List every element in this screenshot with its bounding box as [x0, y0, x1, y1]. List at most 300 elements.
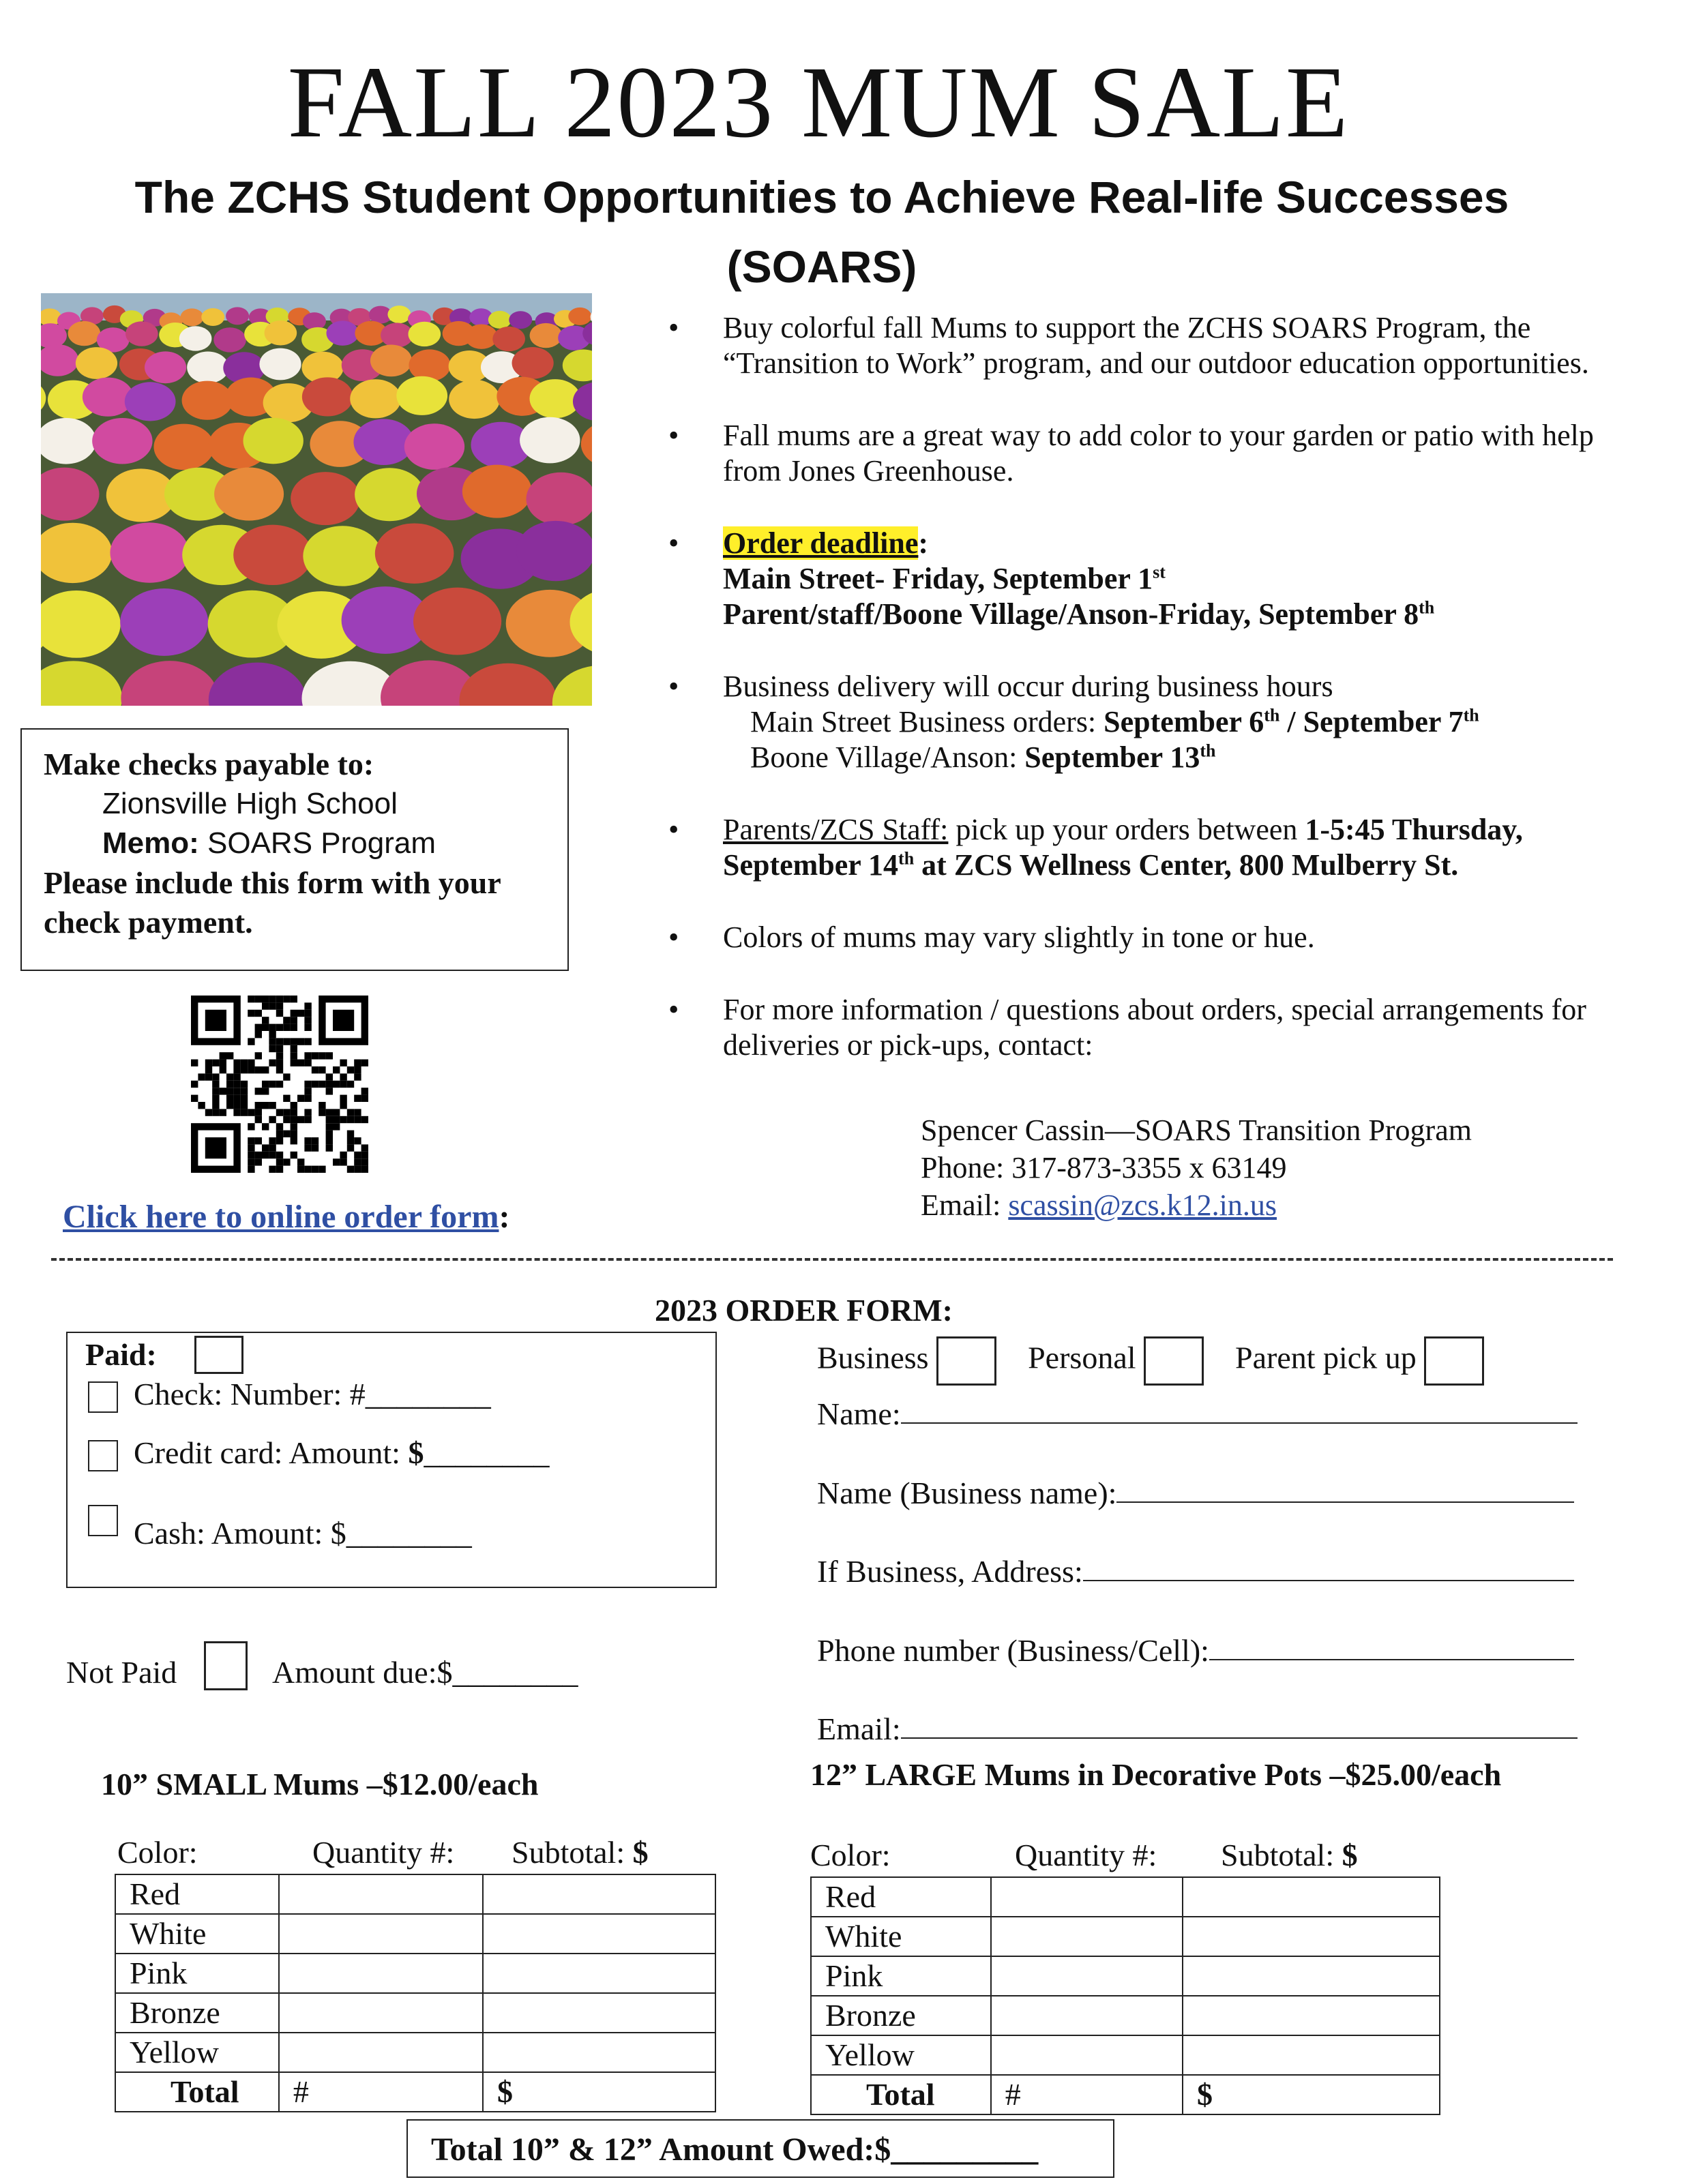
business-name-label: Name (Business name):	[817, 1476, 1117, 1510]
qr-module	[361, 1116, 368, 1123]
credit-checkbox[interactable]	[88, 1440, 118, 1471]
qr-module	[233, 1095, 240, 1102]
qr-module	[361, 1158, 368, 1165]
total-label: Total	[811, 2075, 991, 2114]
paid-label: Paid:	[85, 1337, 157, 1372]
quantity-cell[interactable]	[991, 1996, 1183, 2035]
qr-module	[312, 1052, 319, 1059]
link-colon: :	[499, 1199, 510, 1235]
phone-input[interactable]	[1209, 1632, 1574, 1660]
qr-module	[319, 1109, 325, 1116]
qr-module	[241, 1081, 248, 1088]
qr-module	[191, 1081, 198, 1088]
qr-module	[220, 1060, 226, 1066]
quantity-cell[interactable]	[279, 1874, 483, 1914]
qr-module	[326, 1109, 333, 1116]
mum-plant-shape	[516, 521, 592, 581]
color-cell: White	[811, 1917, 991, 1956]
table-row	[115, 1954, 715, 1993]
mum-plant-shape	[303, 526, 382, 586]
phone-label: Phone number (Business/Cell):	[817, 1633, 1209, 1668]
qr-module	[283, 1158, 290, 1165]
total-subtotal-cell[interactable]: $	[483, 2072, 715, 2112]
qr-module	[354, 1116, 361, 1123]
qr-module	[276, 996, 283, 1002]
color-cell: Pink	[811, 1956, 991, 1996]
mum-plant-shape	[449, 380, 500, 419]
name-input[interactable]	[901, 1395, 1578, 1424]
mum-plant-shape	[110, 522, 189, 582]
mum-plant-shape	[568, 308, 591, 325]
color-cell: Yellow	[115, 2033, 279, 2072]
qr-module	[340, 1102, 346, 1109]
qr-module	[283, 1109, 290, 1116]
qr-module	[304, 1116, 311, 1123]
large-mums-title: 12” LARGE Mums in Decorative Pots –$25.00/each	[810, 1757, 1502, 1792]
check-label: Check: Number: #________	[134, 1377, 491, 1411]
color-cell: Pink	[115, 1954, 279, 1993]
qr-module	[226, 1081, 233, 1088]
cash-label: Cash: Amount: $________	[134, 1516, 472, 1551]
mum-plant-shape	[512, 347, 554, 379]
qr-module	[269, 1144, 276, 1151]
order-deadline-label: Order deadline	[723, 526, 919, 560]
qr-module	[212, 1088, 219, 1094]
small-col-subtotal	[512, 1834, 649, 1870]
cash-checkbox[interactable]	[88, 1505, 118, 1536]
business-checkbox[interactable]	[936, 1336, 996, 1386]
pickup-text: pick up your orders between	[948, 813, 1305, 846]
address-input[interactable]	[1083, 1553, 1574, 1581]
qr-module	[191, 1095, 198, 1102]
bullet-dot	[668, 526, 679, 561]
mum-plant-shape	[413, 588, 501, 655]
qr-module	[269, 1081, 276, 1088]
qr-module	[340, 1081, 346, 1088]
table-row	[811, 2035, 1440, 2075]
ordinal: th	[1463, 705, 1479, 725]
mum-plant-shape	[530, 323, 563, 348]
large-col-color: Color:	[810, 1838, 891, 1872]
pickup-label: Parents/ZCS Staff:	[723, 813, 949, 846]
amount-due-label: Amount due:$________	[272, 1655, 578, 1690]
contact-info	[921, 1111, 1472, 1224]
qr-module	[347, 1109, 354, 1116]
qr-module	[319, 1052, 325, 1059]
quantity-cell[interactable]	[279, 1954, 483, 1993]
mum-plant-shape	[302, 377, 353, 416]
bullet-dot	[668, 812, 679, 848]
qr-module	[297, 1116, 304, 1123]
mum-plant-shape	[381, 323, 413, 347]
qr-module	[326, 1116, 333, 1123]
qr-module	[248, 1123, 254, 1130]
mum-plant-shape	[488, 311, 512, 329]
qr-module	[347, 1066, 354, 1073]
qr-module	[248, 1166, 254, 1173]
qr-module	[226, 1102, 233, 1109]
qr-module	[304, 1137, 311, 1144]
qr-module	[347, 1081, 354, 1088]
credit-dollar: $	[408, 1435, 424, 1470]
qr-module	[226, 1095, 233, 1102]
qr-module	[291, 1010, 297, 1017]
qr-module	[354, 1166, 361, 1173]
mum-plant-shape	[509, 311, 532, 329]
quantity-cell[interactable]	[991, 1877, 1183, 1917]
qr-module	[347, 1144, 354, 1151]
order-form-title: 2023 ORDER FORM:	[655, 1293, 953, 1328]
qr-module	[255, 1158, 262, 1165]
qr-module	[255, 1066, 262, 1073]
bullet-colors	[668, 920, 1650, 955]
qr-module	[276, 1045, 283, 1052]
qr-module	[304, 1166, 311, 1173]
quantity-cell[interactable]	[991, 2035, 1183, 2075]
qr-module	[340, 1152, 346, 1158]
qr-module	[291, 1137, 297, 1144]
personal-label: Personal	[1028, 1340, 1136, 1375]
qr-module	[326, 1052, 333, 1059]
qr-module	[297, 1010, 304, 1017]
quantity-cell[interactable]	[279, 1914, 483, 1954]
color-cell: Red	[811, 1877, 991, 1917]
parent-pickup-checkbox[interactable]	[1424, 1336, 1484, 1386]
qr-module	[269, 1060, 276, 1066]
quantity-cell[interactable]	[991, 1956, 1183, 1996]
qr-module	[297, 1166, 304, 1173]
qr-module	[212, 1102, 219, 1109]
email-label: Email:	[921, 1188, 1009, 1222]
qr-module	[248, 1137, 254, 1144]
mum-plant-shape	[462, 465, 532, 518]
qr-module	[276, 1010, 283, 1017]
mum-plant-shape	[120, 588, 208, 656]
table-row	[811, 1917, 1440, 1956]
qr-module	[191, 1060, 198, 1066]
delivery-main-street	[723, 705, 1479, 738]
bullet-garden	[668, 418, 1650, 489]
mum-plant-shape	[243, 418, 303, 464]
small-mums-table	[115, 1874, 716, 2112]
table-row	[811, 1996, 1440, 2035]
table-row	[115, 1993, 715, 2033]
qr-module	[291, 1109, 297, 1116]
payment-box	[66, 1332, 717, 1588]
qr-module	[312, 1081, 319, 1088]
qr-module	[276, 1137, 283, 1144]
bullet-dot	[668, 920, 679, 955]
mum-plant-shape	[214, 468, 284, 521]
mum-plant-shape	[303, 312, 326, 330]
bullet-text: For more information / questions about orders, special arrangements for deliveries or pick-ups, contact:	[723, 993, 1586, 1062]
subtotal-cell[interactable]	[1183, 1917, 1440, 1956]
quantity-cell[interactable]	[279, 2033, 483, 2072]
deadline-parent: Parent/staff/Boone Village/Anson-Friday, September 8	[723, 597, 1419, 631]
qr-module	[297, 1060, 304, 1066]
check-checkbox[interactable]	[88, 1381, 118, 1413]
qr-module	[262, 1024, 269, 1031]
qr-module	[276, 1081, 283, 1088]
qr-module	[220, 1088, 226, 1094]
qr-module	[312, 1144, 319, 1151]
table-row	[811, 1877, 1440, 1917]
page-subtitle	[14, 162, 1630, 301]
quantity-cell[interactable]	[991, 1917, 1183, 1956]
mum-plant-shape	[180, 308, 203, 326]
qr-finder-pattern	[205, 1010, 226, 1031]
qr-module	[319, 1166, 325, 1173]
business-label: Business	[817, 1340, 929, 1375]
qr-module	[312, 1066, 319, 1073]
qr-module	[283, 1073, 290, 1080]
subtotal-cell[interactable]	[483, 1954, 715, 1993]
qr-module	[340, 1073, 346, 1080]
total-quantity-cell[interactable]: #	[991, 2075, 1183, 2114]
qr-module	[304, 1144, 311, 1151]
qr-module	[283, 1095, 290, 1102]
qr-finder-pattern	[205, 1137, 226, 1158]
qr-module	[248, 1038, 254, 1045]
bullet-contact	[668, 992, 1650, 1063]
qr-module	[255, 1031, 262, 1038]
qr-module	[269, 1002, 276, 1009]
total-quantity-cell[interactable]: #	[279, 2072, 483, 2112]
email-input[interactable]	[901, 1710, 1578, 1739]
qr-module	[291, 1017, 297, 1023]
table-row	[115, 1874, 715, 1914]
not-paid-row	[66, 1654, 578, 1692]
colon: :	[918, 526, 929, 560]
qr-module	[212, 1095, 219, 1102]
qr-module	[220, 1109, 226, 1116]
qr-module	[269, 1116, 276, 1123]
qr-module	[255, 996, 262, 1002]
qr-module	[304, 1095, 311, 1102]
qr-module	[241, 1095, 248, 1102]
subtitle-line-1: The ZCHS Student Opportunities to Achieve Real-life Successes	[134, 172, 1509, 222]
qr-module	[241, 1109, 248, 1116]
personal-checkbox[interactable]	[1144, 1336, 1204, 1386]
credit-blank: ________	[424, 1435, 550, 1470]
qr-module	[248, 1066, 254, 1073]
qr-module	[347, 1137, 354, 1144]
qr-module	[241, 1060, 248, 1066]
qr-module	[347, 1116, 354, 1123]
table-row	[811, 1956, 1440, 1996]
mum-plant-shape	[68, 321, 101, 346]
qr-module	[340, 1116, 346, 1123]
online-order-link[interactable]: Click here to online order form	[63, 1199, 499, 1235]
payable-box	[20, 728, 569, 971]
large-col-qty: Quantity #:	[1015, 1838, 1157, 1872]
qr-module	[291, 1131, 297, 1137]
cash-row	[88, 1505, 472, 1551]
mum-plant-shape	[213, 327, 246, 352]
qr-module	[304, 1002, 311, 1009]
qr-module	[283, 996, 290, 1002]
qr-module	[333, 1116, 340, 1123]
mum-plant-shape	[182, 381, 233, 420]
business-name-input[interactable]	[1116, 1474, 1574, 1503]
qr-module	[262, 1102, 269, 1109]
qr-module	[283, 1038, 290, 1045]
subtotal-cell[interactable]	[483, 2033, 715, 2072]
bullet-pickup	[668, 812, 1650, 883]
qr-module	[198, 1073, 205, 1080]
business-name-field	[817, 1474, 1574, 1512]
qr-module	[255, 1116, 262, 1123]
qr-code[interactable]	[191, 996, 368, 1173]
qr-module	[205, 1060, 212, 1066]
qr-module	[291, 1052, 297, 1059]
qr-module	[291, 1123, 297, 1130]
qr-module	[354, 1152, 361, 1158]
qr-module	[354, 1158, 361, 1165]
qr-module	[269, 1045, 276, 1052]
small-col-qty: Quantity #:	[312, 1835, 455, 1870]
subtotal-cell[interactable]	[1183, 1996, 1440, 2035]
qr-finder-pattern	[333, 1010, 354, 1031]
qr-module	[291, 1102, 297, 1109]
qr-module	[276, 1002, 283, 1009]
qr-module	[262, 1017, 269, 1023]
ordinal: th	[1264, 705, 1280, 725]
memo-label: Memo:	[102, 826, 199, 860]
qr-module	[326, 1137, 333, 1144]
qr-module	[312, 1166, 319, 1173]
qr-module	[333, 1158, 340, 1165]
qr-module	[326, 1081, 333, 1088]
quantity-cell[interactable]	[279, 1993, 483, 2033]
mum-plant-shape	[145, 351, 186, 383]
delivery-date: September 6	[1104, 705, 1264, 738]
qr-module	[276, 1123, 283, 1130]
parent-pickup-label: Parent pick up	[1235, 1340, 1417, 1375]
pickup-date: September 14	[723, 848, 899, 882]
qr-module	[326, 1144, 333, 1151]
qr-module	[304, 1109, 311, 1116]
qr-module	[291, 1152, 297, 1158]
qr-module	[354, 1095, 361, 1102]
qr-module	[262, 1002, 269, 1009]
subtotal-cell[interactable]	[483, 1993, 715, 2033]
qr-module	[354, 1137, 361, 1144]
qr-module	[276, 1060, 283, 1066]
qr-module	[248, 1010, 254, 1017]
address-field	[817, 1553, 1574, 1591]
total-subtotal-cell[interactable]: $	[1183, 2075, 1440, 2114]
qr-module	[326, 1123, 333, 1130]
bullet-dot	[668, 992, 679, 1028]
qr-module	[304, 1024, 311, 1031]
contact-phone: Phone: 317-873-3355 x 63149	[921, 1151, 1287, 1184]
qr-module	[347, 1131, 354, 1137]
qr-module	[304, 1081, 311, 1088]
deadline-main-street: Main Street- Friday, September 1	[723, 562, 1153, 595]
qr-module	[248, 1158, 254, 1165]
cut-line	[51, 1258, 1613, 1261]
qr-module	[255, 1137, 262, 1144]
qr-module	[269, 1038, 276, 1045]
qr-module	[248, 1060, 254, 1066]
delivery-label: Boone Village/Anson:	[750, 741, 1025, 774]
mum-plant-shape	[404, 423, 464, 470]
not-paid-checkbox[interactable]	[204, 1641, 248, 1690]
bullet-deadline	[668, 526, 1650, 632]
qr-module	[347, 1166, 354, 1173]
subtotal-cell[interactable]	[483, 1874, 715, 1914]
qr-module	[354, 1073, 361, 1080]
subtotal-cell[interactable]	[1183, 1956, 1440, 1996]
qr-module	[297, 1038, 304, 1045]
qr-module	[269, 1031, 276, 1038]
mum-plant-shape	[125, 382, 176, 421]
email-field	[817, 1710, 1578, 1748]
qr-module	[212, 1073, 219, 1080]
table-row	[115, 2033, 715, 2072]
mums-photo	[41, 293, 592, 706]
qr-module	[262, 1123, 269, 1130]
delivery-date: September 13	[1024, 741, 1200, 774]
credit-label: Credit card: Amount:	[134, 1435, 409, 1470]
qr-module	[262, 1152, 269, 1158]
mum-plant-shape	[259, 348, 301, 380]
address-label: If Business, Address:	[817, 1554, 1083, 1589]
bullet-text: Colors of mums may vary slightly in tone or hue.	[723, 921, 1315, 954]
page-title: FALL 2023 MUM SALE	[287, 46, 1350, 159]
mum-plant-shape	[125, 321, 158, 346]
delivery-label: Main Street Business orders:	[750, 705, 1104, 738]
paid-checkbox[interactable]	[194, 1336, 243, 1374]
qr-module	[226, 1052, 233, 1059]
ordinal: th	[898, 848, 915, 869]
qr-module	[283, 1116, 290, 1123]
qr-module	[333, 1066, 340, 1073]
qr-module	[361, 1152, 368, 1158]
total-owed-box[interactable]: Total 10” & 12” Amount Owed:$_________	[406, 2119, 1114, 2178]
subtotal-cell[interactable]	[483, 1914, 715, 1954]
qr-module	[361, 1144, 368, 1151]
small-mums-title: 10” SMALL Mums –$12.00/each	[101, 1767, 539, 1801]
bullet-dot	[668, 669, 679, 704]
total-row	[811, 2075, 1440, 2114]
subtotal-cell[interactable]	[1183, 2035, 1440, 2075]
bullet-text: Buy colorful fall Mums to support the ZCHS SOARS Program, the “Transition to Work” program, and our outdoor education opportunities.	[723, 311, 1589, 380]
qr-module	[262, 1088, 269, 1094]
mum-plant-shape	[492, 327, 525, 351]
qr-module	[340, 1158, 346, 1165]
contact-email-link[interactable]: scassin@zcs.k12.in.us	[1008, 1188, 1277, 1222]
qr-module	[291, 1038, 297, 1045]
mum-plant-shape	[265, 320, 297, 345]
qr-module	[241, 1102, 248, 1109]
qr-module	[312, 1137, 319, 1144]
qr-module	[361, 1088, 368, 1094]
qr-module	[262, 1081, 269, 1088]
name-label: Name:	[817, 1396, 901, 1431]
subtotal-cell[interactable]	[1183, 1877, 1440, 1917]
total-row	[115, 2072, 715, 2112]
qr-module	[291, 1024, 297, 1031]
mum-plant-shape	[187, 351, 228, 383]
mum-plant-shape	[201, 308, 224, 326]
name-field	[817, 1395, 1578, 1433]
qr-module	[276, 1024, 283, 1031]
qr-module	[304, 1010, 311, 1017]
qr-module	[269, 996, 276, 1002]
qr-module	[205, 1073, 212, 1080]
